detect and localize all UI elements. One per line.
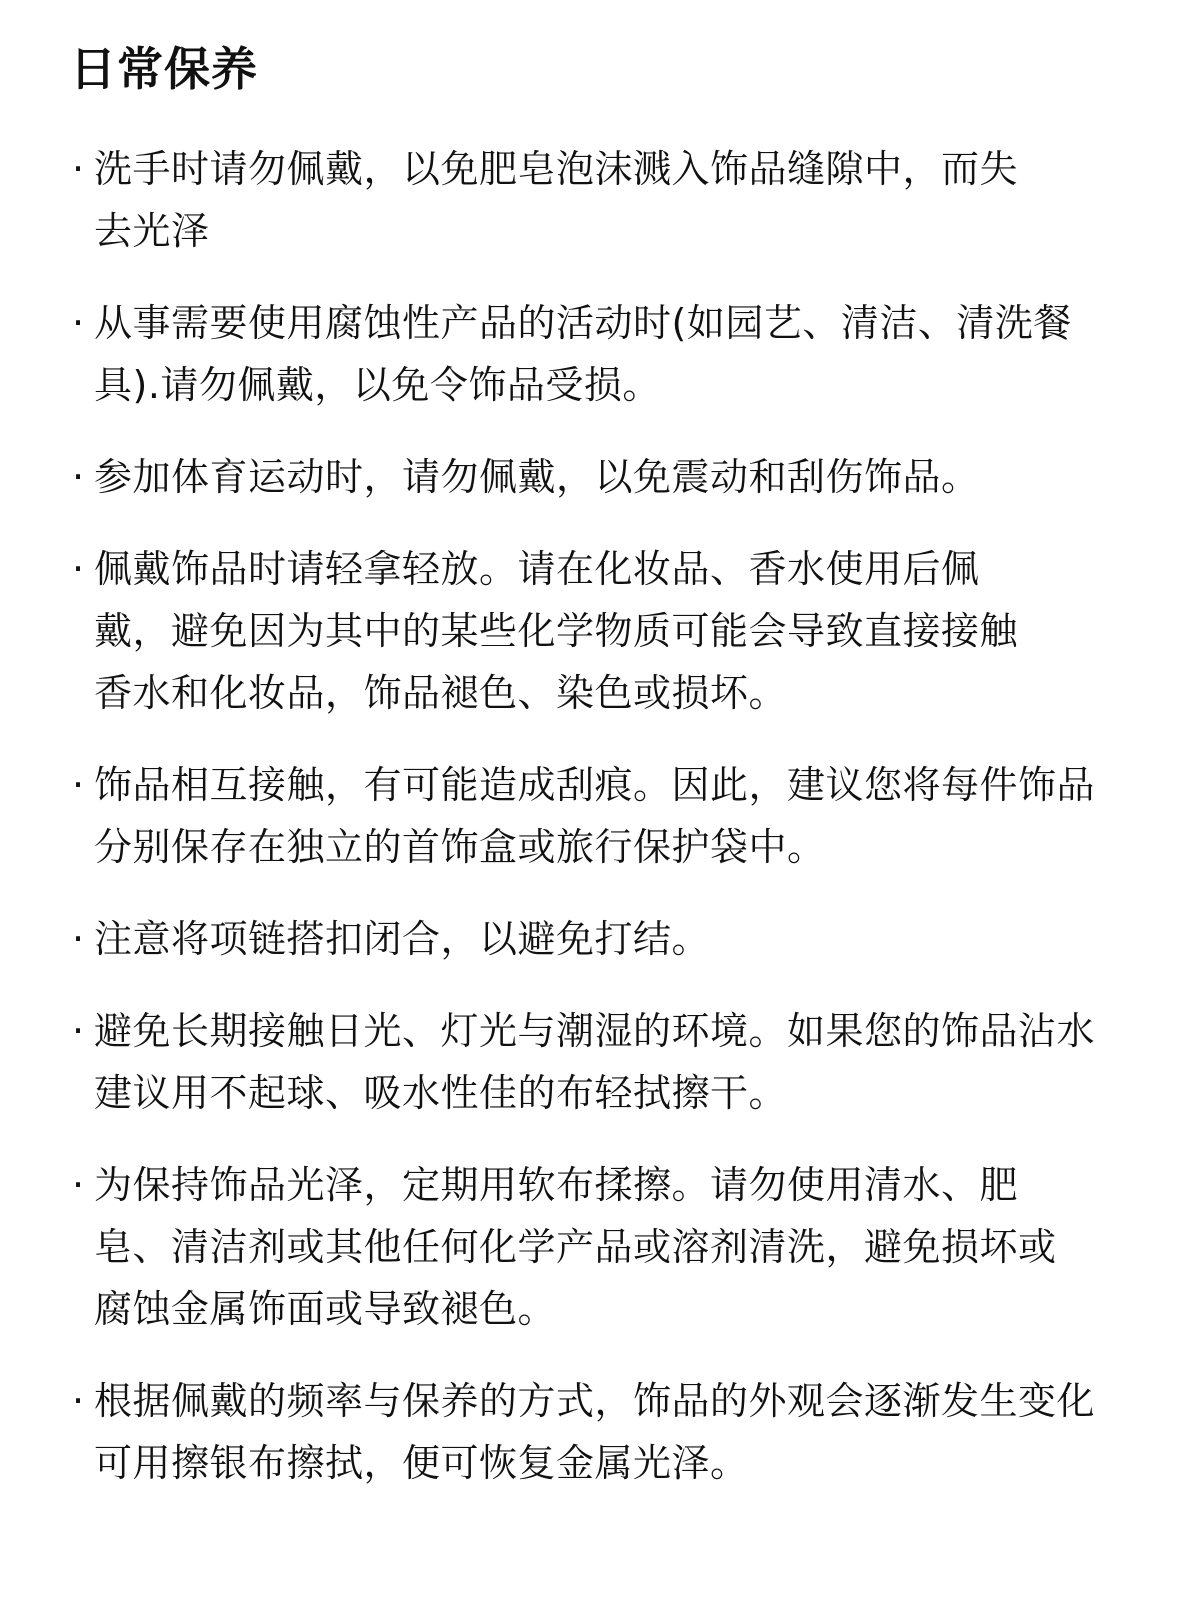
bullet-marker: ·	[72, 917, 85, 961]
list-item	[70, 538, 1130, 724]
tip-text: 避免长期接触日光、灯光与潮湿的环境。如果您的饰品沾水建议用不起球、吸水性佳的布轻拭擦干。	[94, 1009, 1096, 1115]
tip-text: 为保持饰品光泽，定期用软布揉擦。请勿使用清水、肥皂、清洁剂或其他任何化学产品或溶剂清洗，避免损坏或腐蚀金属饰面或导致褪色。	[94, 1163, 1057, 1331]
tip-text: 根据佩戴的频率与保养的方式，饰品的外观会逐渐发生变化可用擦银布擦拭，便可恢复金属光泽。	[94, 1379, 1096, 1485]
page-title: 日常保养	[70, 42, 258, 96]
tip-text: 参加体育运动时，请勿佩戴，以免震动和刮伤饰品。	[94, 455, 980, 499]
bullet-marker: ·	[72, 1163, 85, 1207]
bullet-marker: ·	[72, 147, 85, 191]
bullet-marker: ·	[72, 1009, 85, 1053]
list-item	[70, 292, 1130, 416]
tip-text: 洗手时请勿佩戴，以免肥皂泡沫溅入饰品缝隙中，而失去光泽	[94, 147, 1019, 253]
bullet-marker: ·	[72, 301, 85, 345]
list-item	[70, 908, 1130, 970]
bullet-marker: ·	[72, 1379, 85, 1423]
list-item	[70, 754, 1130, 878]
tip-text: 饰品相互接触，有可能造成刮痕。因此，建议您将每件饰品分别保存在独立的首饰盒或旅行保护袋中。	[94, 763, 1096, 869]
list-item	[70, 1154, 1130, 1340]
bullet-marker: ·	[72, 763, 85, 807]
list-item	[70, 446, 1130, 508]
tip-text: 佩戴饰品时请轻拿轻放。请在化妆品、香水使用后佩戴，避免因为其中的某些化学物质可能会导致直接接触香水和化妆品，饰品褪色、染色或损坏。	[94, 547, 1019, 715]
care-tips-list	[70, 138, 1130, 1524]
bullet-marker: ·	[72, 455, 85, 499]
tip-text: 注意将项链搭扣闭合，以避免打结。	[94, 917, 711, 961]
bullet-marker: ·	[72, 547, 85, 591]
list-item	[70, 138, 1130, 262]
list-item	[70, 1370, 1130, 1494]
list-item	[70, 1000, 1130, 1124]
tip-text: 从事需要使用腐蚀性产品的活动时(如园艺、清洁、清洗餐具).请勿佩戴，以免令饰品受损。	[94, 301, 1072, 407]
